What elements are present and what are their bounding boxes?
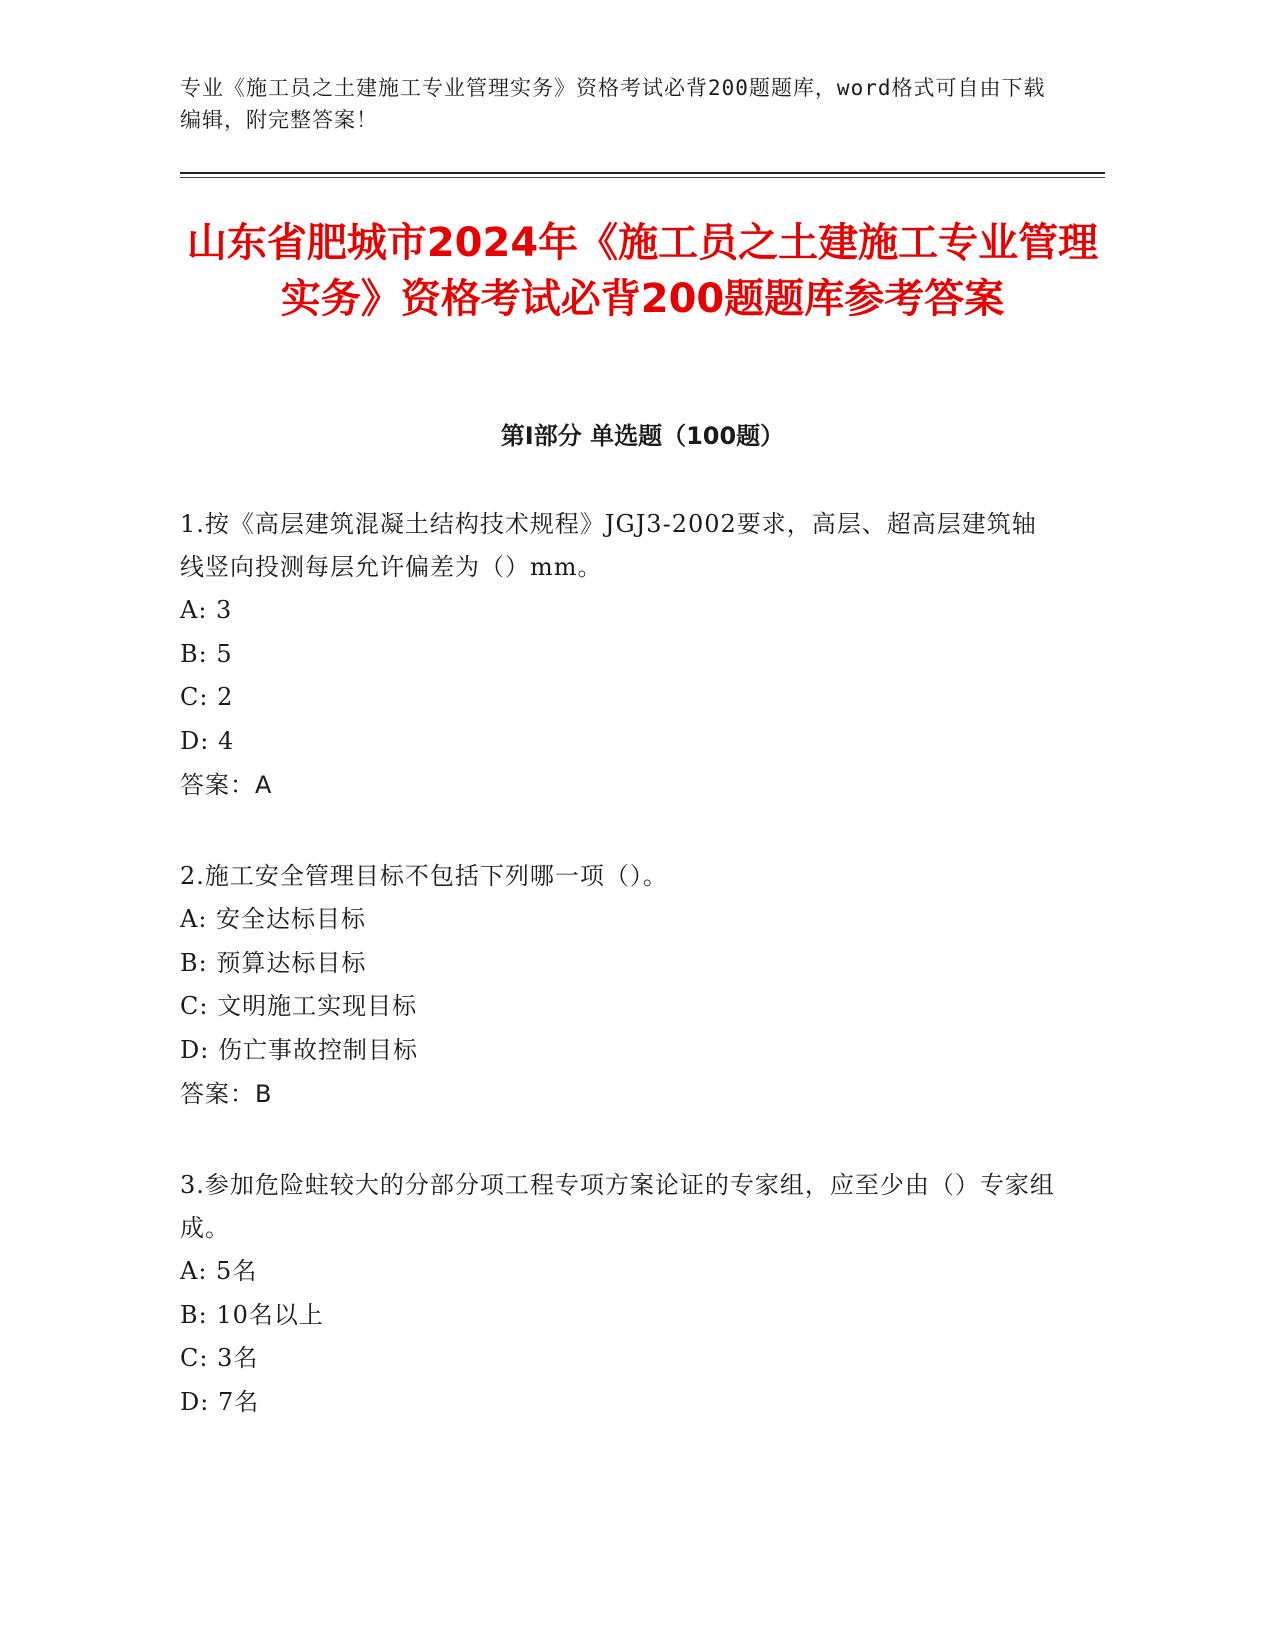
option-a: A: 5名 [180,1257,258,1285]
option-d: D: 4 [180,726,235,755]
question-stem: 2.施工安全管理目标不包括下列哪一项（）。 [180,862,668,890]
section-heading: 第I部分 单选题（100题） [500,422,785,450]
option-c: C: 3名 [180,1344,259,1372]
question-1 [180,503,1060,807]
answer: 答案：A [180,771,273,799]
option-c: C: 文明施工实现目标 [180,992,418,1020]
question-list [180,503,1060,1472]
option-b: B: 预算达标目标 [180,948,367,977]
option-d: D: 伤亡事故控制目标 [180,1035,418,1064]
document-title: 山东省肥城市2024年《施工员之土建施工专业管理实务》资格考试必背200题题库参考答案 [186,220,1099,322]
header-rule-thick [180,172,1105,174]
question-3 [180,1164,1060,1424]
question-2 [180,855,1060,1116]
question-stem: 1.按《高层建筑混凝土结构技术规程》JGJ3-2002要求，高层、超高层建筑轴线竖向投测每层允许偏差为（）mm。 [180,510,1037,581]
option-c: C: 2 [180,683,234,711]
option-b: B: 10名以上 [180,1300,324,1329]
option-d: D: 7名 [180,1387,260,1416]
header-note: 专业《施工员之土建施工专业管理实务》资格考试必背200题题库，word格式可自由下载编辑，附完整答案！ [180,76,1046,132]
option-b: B: 5 [180,639,233,668]
question-stem: 3.参加危险蛀较大的分部分项工程专项方案论证的专家组，应至少由（）专家组成。 [180,1171,1055,1242]
answer: 答案：B [180,1080,273,1108]
option-a: A: 安全达标目标 [180,905,367,933]
header-rule-thin [180,177,1105,178]
option-a: A: 3 [180,596,233,624]
